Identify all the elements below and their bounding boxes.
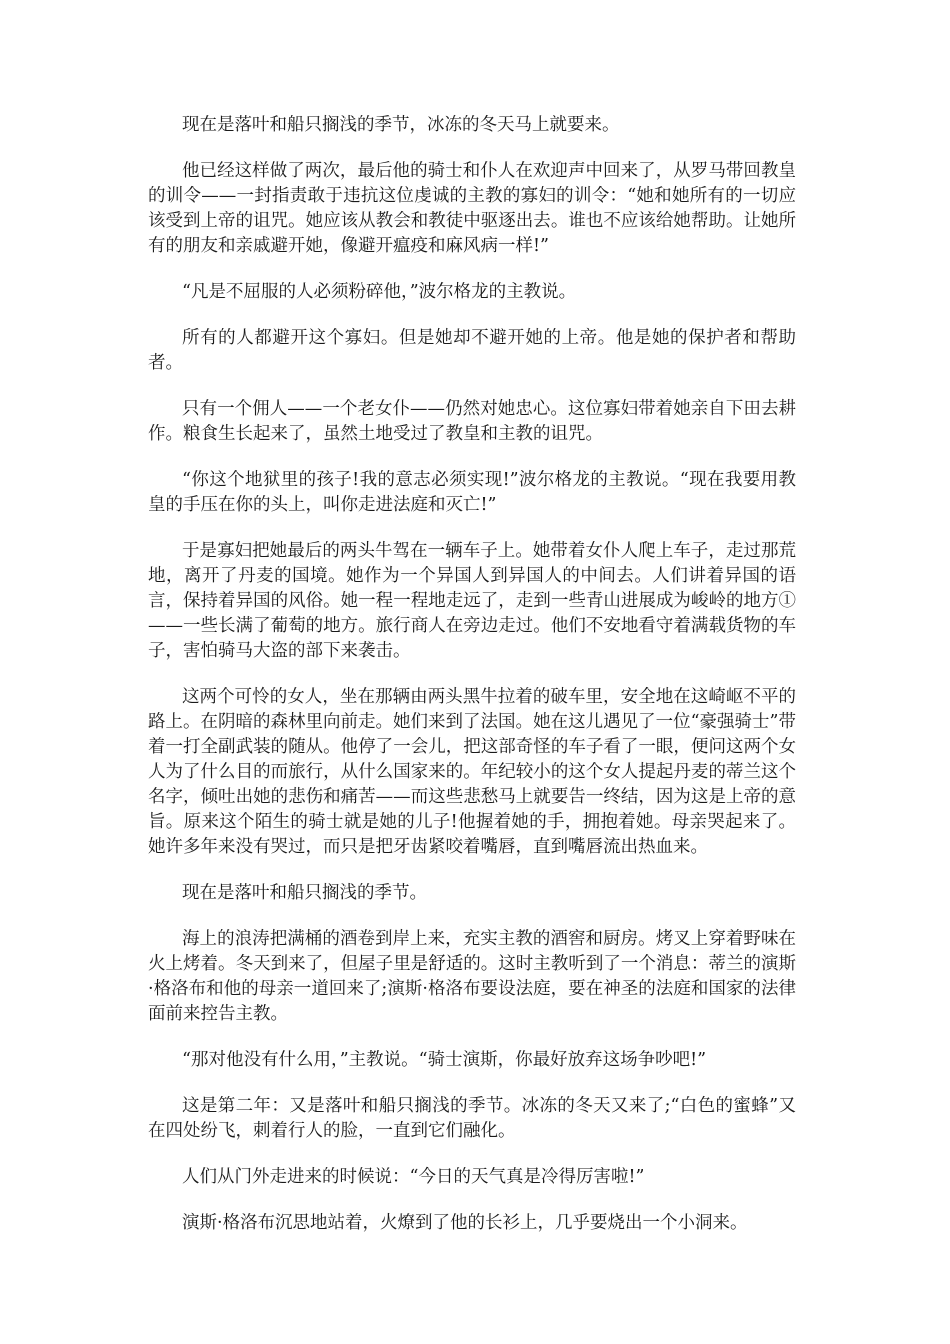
- paragraph-14: 演斯·格洛布沉思地站着，火燎到了他的长衫上，几乎要烧出一个小洞来。: [182, 1213, 748, 1233]
- paragraph-4: 所有的人都避开这个寡妇。但是她却不避开她的上帝。他是她的保护者和帮助者。: [148, 328, 796, 373]
- paragraph-10: 海上的浪涛把满桶的酒卷到岸上来，充实主教的酒窖和厨房。烤叉上穿着野味在火上烤着。冬天到来了，但屋子里是舒适的。这时主教听到了一个消息：蒂兰的演斯·格洛布和他的母亲一道回来了;演斯·格洛布要设法庭，要在神圣的法庭和国家的法律面前来控告主教。: [148, 929, 796, 1024]
- paragraph-3: “凡是不屈服的人必须粉碎他，”波尔格龙的主教说。: [182, 282, 577, 302]
- paragraph-13: 人们从门外走进来的时候说：“今日的天气真是冷得厉害啦!”: [182, 1167, 645, 1187]
- paragraph-7: 于是寡妇把她最后的两头牛驾在一辆车子上。她带着女仆人爬上车子，走过那荒地，离开了丹麦的国境。她作为一个异国人到异国人的中间去。人们讲着异国的语言，保持着异国的风俗。她一程一程地走远了，走到一些青山进展成为峻岭的地方①——一些长满了葡萄的地方。旅行商人在旁边走过。他们不安地看守着满载货物的车子，害怕骑马大盗的部下来袭击。: [148, 541, 796, 661]
- document-body: [148, 113, 796, 1257]
- paragraph-6: “你这个地狱里的孩子!我的意志必须实现!”波尔格龙的主教说。“现在我要用教皇的手压在你的头上，叫你走进法庭和灭亡!”: [148, 470, 796, 515]
- paragraph-12: 这是第二年：又是落叶和船只搁浅的季节。冰冻的冬天又来了;“白色的蜜蜂”又在四处纷飞，刺着行人的脸，一直到它们融化。: [148, 1096, 796, 1141]
- paragraph-11: “那对他没有什么用，”主教说。“骑士演斯，你最好放弃这场争吵吧!”: [182, 1050, 707, 1070]
- paragraph-8: 这两个可怜的女人，坐在那辆由两头黑牛拉着的破车里，安全地在这崎岖不平的路上。在阴暗的森林里向前走。她们来到了法国。她在这儿遇见了一位“豪强骑士”带着一打全副武装的随从。他停了一会儿，把这部奇怪的车子看了一眼，便问这两个女人为了什么目的而旅行，从什么国家来的。年纪较小的这个女人提起丹麦的蒂兰这个名字，倾吐出她的悲伤和痛苦——而这些悲愁马上就要告一终结，因为这是上帝的意旨。原来这个陌生的骑士就是她的儿子!他握着她的手，拥抱着她。母亲哭起来了。她许多年来没有哭过，而只是把牙齿紧咬着嘴唇，直到嘴唇流出热血来。: [148, 687, 796, 857]
- paragraph-1: 现在是落叶和船只搁浅的季节，冰冻的冬天马上就要来。: [182, 115, 620, 135]
- paragraph-2: 他已经这样做了两次，最后他的骑士和仆人在欢迎声中回来了，从罗马带回教皇的训令——一封指责敢于违抗这位虔诚的主教的寡妇的训令：“她和她所有的一切应该受到上帝的诅咒。她应该从教会和教徒中驱逐出去。谁也不应该给她帮助。让她所有的朋友和亲戚避开她，像避开瘟疫和麻风病一样!”: [148, 161, 796, 256]
- paragraph-5: 只有一个佣人——一个老女仆——仍然对她忠心。这位寡妇带着她亲自下田去耕作。粮食生长起来了，虽然土地受过了教皇和主教的诅咒。: [148, 399, 796, 444]
- paragraph-9: 现在是落叶和船只搁浅的季节。: [182, 883, 427, 903]
